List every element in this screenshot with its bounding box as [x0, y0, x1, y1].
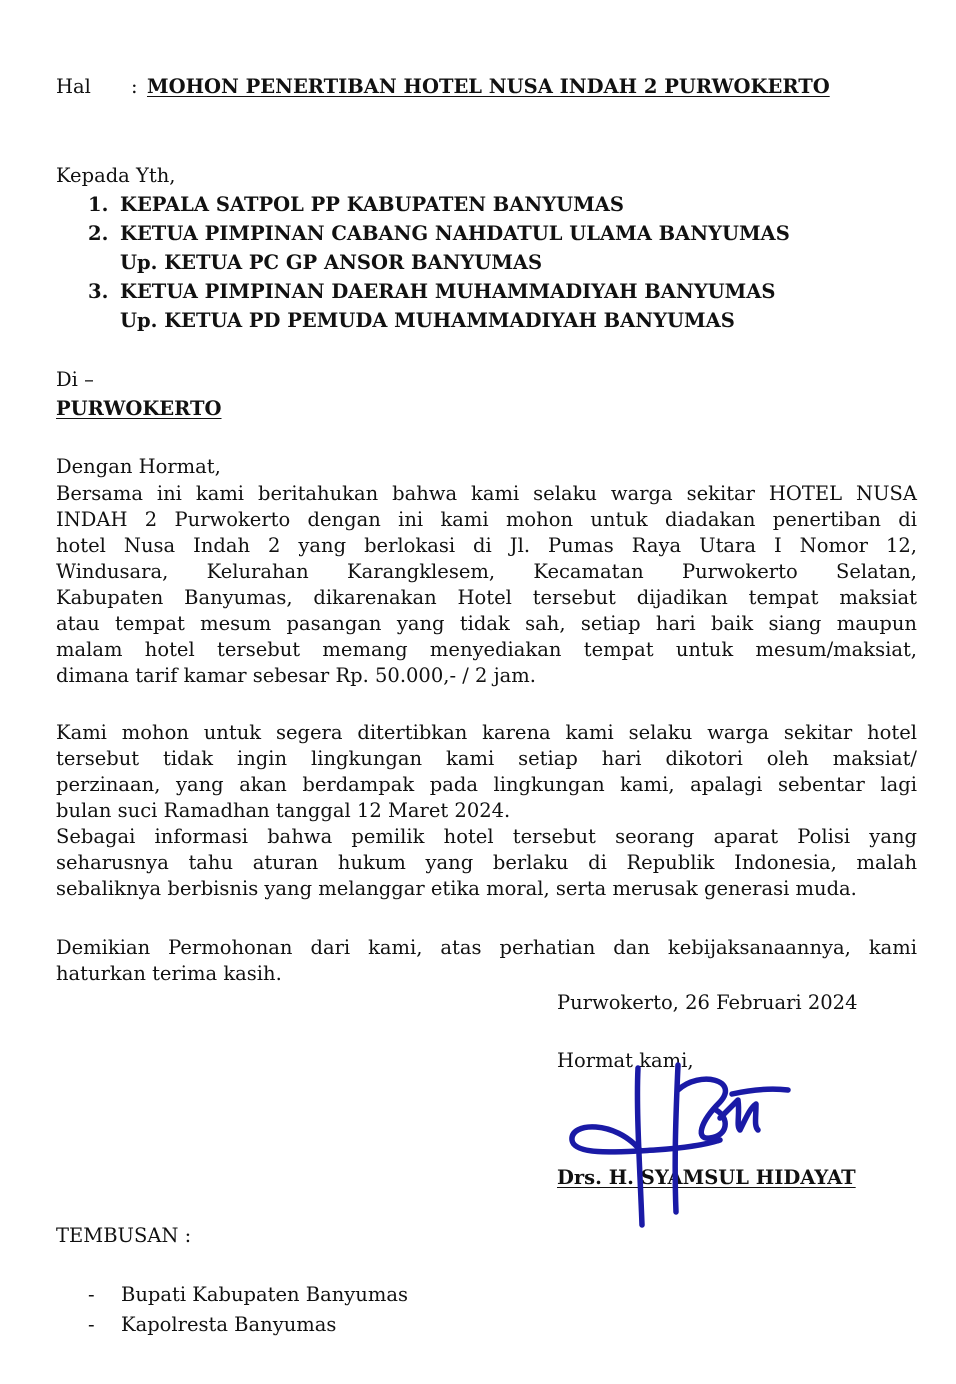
- subject-colon: :: [131, 75, 138, 98]
- cc-item: Bupati Kabupaten Banyumas: [121, 1283, 408, 1306]
- recipient-3: KETUA PIMPINAN DAERAH MUHAMMADIYAH BANYUMAS: [120, 280, 776, 303]
- addressee-greeting: Kepada Yth,: [56, 164, 176, 187]
- paragraph-line: Bersama ini kami beritahukan bahwa kami selaku warga sekitar HOTEL NUSA: [56, 482, 917, 505]
- paragraph-line: seharusnya tahu aturan hukum yang berlaku di Republik Indonesia, malah: [56, 851, 917, 874]
- recipient-2-number: 2.: [88, 222, 109, 245]
- recipient-2: KETUA PIMPINAN CABANG NAHDATUL ULAMA BANYUMAS: [120, 222, 790, 245]
- recipient-1: KEPALA SATPOL PP KABUPATEN BANYUMAS: [120, 193, 624, 216]
- paragraph-line: perzinaan, yang akan berdampak pada lingkungan kami, apalagi sebentar lagi: [56, 773, 917, 796]
- signature-closing: Hormat kami,: [557, 1049, 694, 1072]
- paragraph-line: atau tempat mesum pasangan yang tidak sah, setiap hari baik siang maupun: [56, 612, 917, 635]
- paragraph-line: malam hotel tersebut memang menyediakan tempat untuk mesum/maksiat,: [56, 638, 917, 661]
- recipient-3-number: 3.: [88, 280, 109, 303]
- paragraph-line: hotel Nusa Indah 2 yang berlokasi di Jl. Pumas Raya Utara I Nomor 12,: [56, 534, 917, 557]
- cc-bullet: -: [88, 1283, 95, 1306]
- subject-label: Hal: [56, 75, 91, 98]
- paragraph-line: INDAH 2 Purwokerto dengan ini kami mohon untuk diadakan penertiban di: [56, 508, 917, 531]
- handwritten-signature: [560, 1060, 800, 1240]
- body-paragraph-2: [56, 720, 917, 824]
- paragraph-line: Kami mohon untuk segera ditertibkan karena kami selaku warga sekitar hotel: [56, 721, 917, 744]
- paragraph-line: haturkan terima kasih.: [56, 962, 282, 985]
- paragraph-line: Kabupaten Banyumas, dikarenakan Hotel tersebut dijadikan tempat maksiat: [56, 586, 917, 609]
- paragraph-line: Demikian Permohonan dari kami, atas perhatian dan kebijaksanaannya, kami: [56, 936, 917, 959]
- cc-bullet: -: [88, 1313, 95, 1336]
- recipient-2-attention: Up. KETUA PC GP ANSOR BANYUMAS: [120, 251, 543, 274]
- body-salutation: Dengan Hormat,: [56, 455, 221, 478]
- paragraph-line: Sebagai informasi bahwa pemilik hotel tersebut seorang aparat Polisi yang: [56, 825, 917, 848]
- paragraph-line: sebaliknya berbisnis yang melanggar etika moral, serta merusak generasi muda.: [56, 877, 857, 900]
- subject-text: MOHON PENERTIBAN HOTEL NUSA INDAH 2 PURWOKERTO: [147, 75, 830, 98]
- paragraph-line: tersebut tidak ingin lingkungan kami setiap hari dikotori oleh maksiat/: [56, 747, 917, 770]
- addressee-city: PURWOKERTO: [56, 397, 222, 420]
- signature-place-date: Purwokerto, 26 Februari 2024: [557, 991, 858, 1014]
- paragraph-line: bulan suci Ramadhan tanggal 12 Maret 2024.: [56, 799, 511, 822]
- recipient-1-number: 1.: [88, 193, 109, 216]
- body-paragraph-4: [56, 935, 917, 987]
- paragraph-line: dimana tarif kamar sebesar Rp. 50.000,- / 2 jam.: [56, 664, 536, 687]
- cc-item: Kapolresta Banyumas: [121, 1313, 337, 1336]
- paragraph-line: Windusara, Kelurahan Karangklesem, Kecamatan Purwokerto Selatan,: [56, 560, 917, 583]
- addressee-di: Di –: [56, 368, 94, 391]
- signatory-name: Drs. H. SYAMSUL HIDAYAT: [557, 1166, 856, 1189]
- cc-label: TEMBUSAN :: [56, 1224, 192, 1247]
- recipient-3-attention: Up. KETUA PD PEMUDA MUHAMMADIYAH BANYUMAS: [120, 309, 735, 332]
- body-paragraph-1: [56, 481, 917, 689]
- body-paragraph-3: [56, 824, 917, 902]
